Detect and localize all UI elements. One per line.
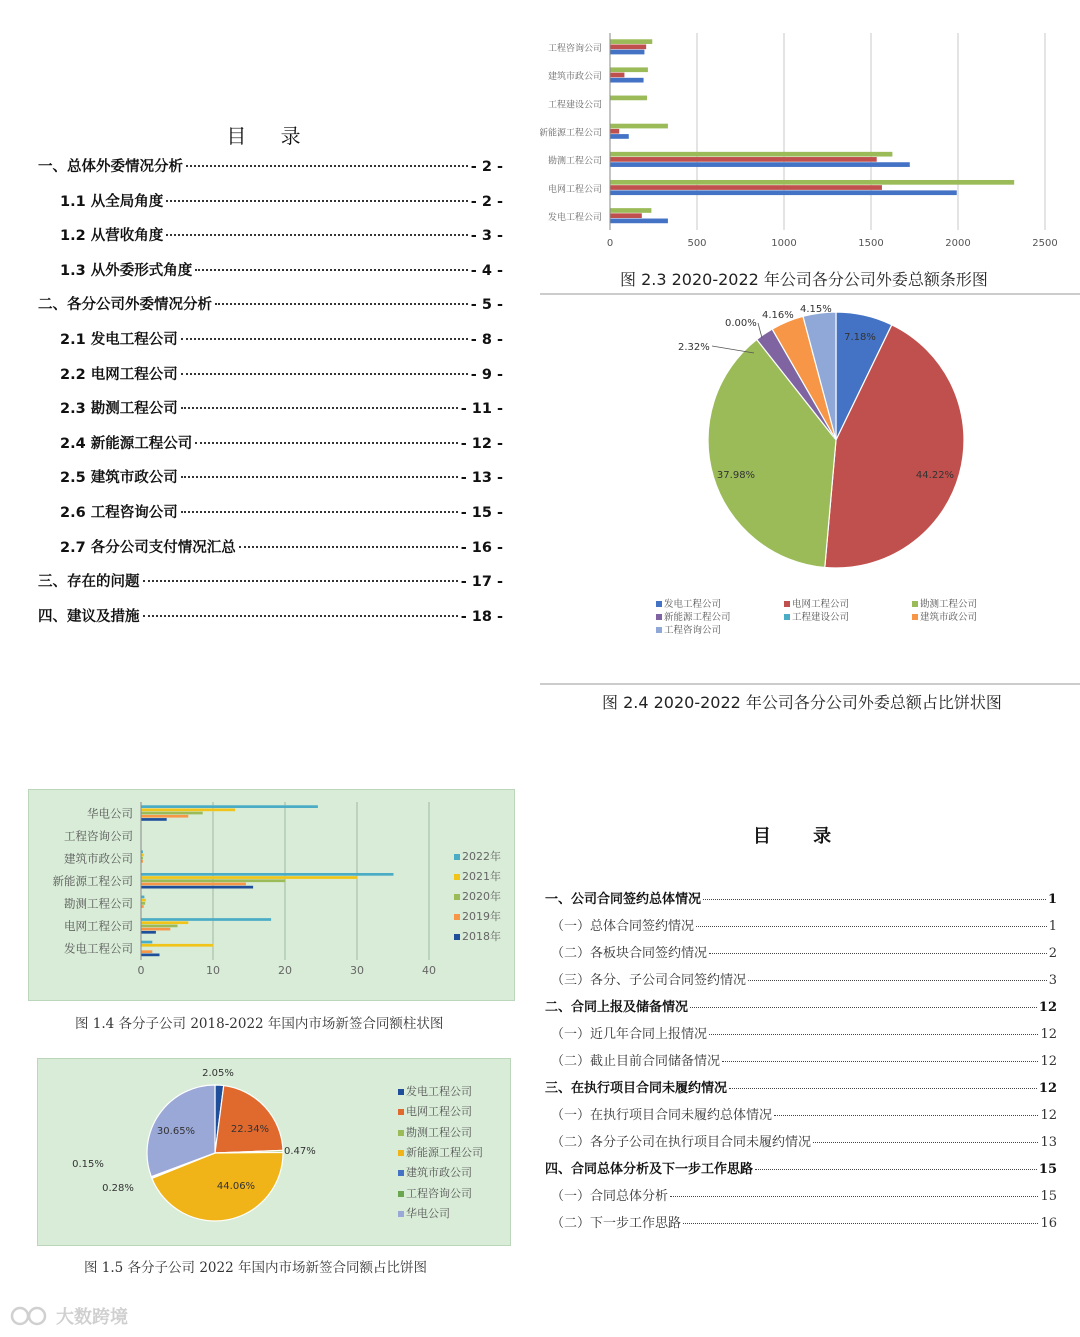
slice-value-label: 0.15% xyxy=(72,1159,104,1170)
toc-entry[interactable] xyxy=(545,969,1057,996)
category-label: 华电公司 xyxy=(87,806,133,821)
legend-swatch xyxy=(398,1170,404,1176)
slice-value-label: 44.22% xyxy=(915,470,955,481)
toc-entry-label: 2.6 工程咨询公司 xyxy=(60,504,178,521)
bar xyxy=(142,812,203,815)
toc-entry-page: - 2 - xyxy=(470,193,503,210)
x-tick-label: 1500 xyxy=(858,238,884,249)
legend-label: 新能源工程公司 xyxy=(406,1146,483,1159)
toc-entry[interactable] xyxy=(38,397,503,432)
toc-entry[interactable] xyxy=(38,155,503,190)
legend-label: 华电公司 xyxy=(406,1207,450,1220)
bar xyxy=(142,925,178,928)
legend-swatch xyxy=(454,914,460,920)
category-label: 新能源工程公司 xyxy=(52,874,133,888)
toc-entry-page: 12 xyxy=(1040,1027,1057,1042)
legend-label: 2019年 xyxy=(462,910,501,923)
legend-swatch xyxy=(454,894,460,900)
bar xyxy=(142,883,246,886)
bar xyxy=(611,124,668,129)
category-label: 勘测工程公司 xyxy=(547,156,602,167)
slice-value-label: 22.34% xyxy=(230,1124,270,1135)
toc-entry-page: 15 xyxy=(1038,1162,1057,1177)
bar xyxy=(142,860,143,863)
slice-value-label: 44.06% xyxy=(216,1181,256,1192)
x-tick-label: 10 xyxy=(206,964,220,977)
bar xyxy=(611,190,957,195)
toc-entry-label: 一、总体外委情况分析 xyxy=(38,159,183,175)
toc-entry-page: 16 xyxy=(1040,1216,1057,1231)
bar xyxy=(142,918,272,921)
slice-value-label: 0.47% xyxy=(284,1146,316,1157)
toc-entry[interactable] xyxy=(545,1212,1057,1239)
toc-entry-label: 2.4 新能源工程公司 xyxy=(60,435,193,452)
toc-leader-dots xyxy=(703,899,1046,900)
toc-entry[interactable] xyxy=(38,259,503,294)
toc-entry-page: - 5 - xyxy=(470,297,503,314)
toc-leader-dots xyxy=(195,269,468,271)
toc-entry[interactable] xyxy=(38,501,503,536)
toc-entry-label: （一）在执行项目合同未履约总体情况 xyxy=(551,1108,773,1123)
slice-value-label: 4.15% xyxy=(800,304,832,315)
legend-swatch xyxy=(398,1130,404,1136)
toc-leader-dots xyxy=(195,442,457,444)
toc-entry-page: 13 xyxy=(1040,1135,1057,1150)
category-label: 工程建设公司 xyxy=(547,100,602,111)
category-label: 新能源工程公司 xyxy=(540,128,602,139)
bar xyxy=(611,185,882,190)
x-tick-label: 500 xyxy=(687,238,707,249)
toc-leader-dots xyxy=(748,980,1047,981)
legend-label: 电网工程公司 xyxy=(792,599,850,610)
toc-entry-label: （一）总体合同签约情况 xyxy=(551,919,695,934)
toc-leader-dots xyxy=(729,1088,1037,1089)
toc-entry[interactable] xyxy=(545,1104,1057,1131)
watermark xyxy=(10,1303,128,1329)
bar xyxy=(611,39,653,44)
toc-entry[interactable] xyxy=(545,1158,1057,1185)
bar xyxy=(142,899,146,902)
toc-entry-page: - 4 - xyxy=(470,262,503,279)
bar xyxy=(611,44,647,49)
toc-leader-dots xyxy=(709,1034,1038,1035)
bar xyxy=(142,941,153,944)
toc-entry-label: （三）各分、子公司合同签约情况 xyxy=(551,973,747,988)
toc-entry[interactable] xyxy=(545,1023,1057,1050)
toc-entry-page: 3 xyxy=(1048,973,1057,988)
toc-entry-label: 二、合同上报及储备情况 xyxy=(545,1000,689,1015)
fig24-caption: 图 2.4 2020-2022 年公司各分公司外委总额占比饼状图 xyxy=(602,693,1002,712)
bar xyxy=(611,213,642,218)
legend-swatch xyxy=(398,1211,404,1217)
legend-label: 工程建设公司 xyxy=(792,612,850,623)
legend-swatch xyxy=(912,601,918,607)
x-tick-label: 1000 xyxy=(771,238,797,249)
bar xyxy=(611,78,644,83)
toc-entry[interactable] xyxy=(38,536,503,571)
category-label: 工程咨询公司 xyxy=(64,828,133,843)
fig14-caption: 图 1.4 各分子公司 2018-2022 年国内市场新签合同额柱状图 xyxy=(75,1016,444,1032)
bar xyxy=(142,931,156,934)
toc-bottom-right xyxy=(545,822,1057,1239)
toc-entry[interactable] xyxy=(38,432,503,467)
toc-entry-label: 2.7 各分公司支付情况汇总 xyxy=(60,539,236,556)
toc-leader-dots xyxy=(239,546,458,548)
x-tick-label: 2500 xyxy=(1032,238,1058,249)
bar xyxy=(142,808,236,811)
bar xyxy=(611,162,910,167)
toc-entry-page: 12 xyxy=(1038,1081,1057,1096)
toc-entry-page: - 8 - xyxy=(470,331,503,348)
x-tick-label: 30 xyxy=(350,964,364,977)
toc-entry-label: 2.3 勘测工程公司 xyxy=(60,401,178,418)
toc-leader-dots xyxy=(670,1196,1038,1197)
toc-entry-page: - 15 - xyxy=(460,504,503,521)
slice-value-label: 2.05% xyxy=(202,1068,234,1079)
x-tick-label: 0 xyxy=(606,238,614,249)
toc-entry-page: - 17 - xyxy=(460,574,503,591)
bar xyxy=(142,857,143,860)
toc-leader-dots xyxy=(143,615,458,617)
toc-entry-page: 2 xyxy=(1048,946,1057,961)
bar xyxy=(142,902,146,905)
legend-label: 发电工程公司 xyxy=(406,1085,472,1098)
toc-leader-dots xyxy=(755,1169,1037,1170)
toc-entry[interactable] xyxy=(38,466,503,501)
toc-entry-label: 四、建议及措施 xyxy=(38,608,140,625)
toc-entry-page: - 2 - xyxy=(470,159,503,175)
bar xyxy=(611,96,648,101)
toc-entry-page: - 11 - xyxy=(460,401,503,418)
toc-leader-dots xyxy=(690,1007,1037,1008)
bar xyxy=(611,157,877,162)
legend-label: 2020年 xyxy=(462,890,501,903)
toc-entry[interactable] xyxy=(38,293,503,328)
legend-label: 建筑市政公司 xyxy=(920,612,978,623)
toc-entry-label: 三、存在的问题 xyxy=(38,574,140,591)
toc-entry[interactable] xyxy=(38,190,503,225)
legend-label: 2018年 xyxy=(462,930,501,943)
toc-leader-dots xyxy=(181,476,458,478)
bar xyxy=(142,905,144,908)
toc-entry-label: （一）近几年合同上报情况 xyxy=(551,1027,708,1042)
toc-leader-dots xyxy=(181,338,468,340)
legend-label: 2022年 xyxy=(462,850,501,863)
toc-entry-label: 1.3 从外委形式角度 xyxy=(60,262,193,279)
toc-leader-dots xyxy=(181,407,458,409)
slice-value-label: 0.00% xyxy=(725,318,757,329)
watermark-text: 大数跨境 xyxy=(56,1307,128,1328)
toc-entry-page: - 9 - xyxy=(470,366,503,383)
toc-entry-label: （二）各分子公司在执行项目合同未履约情况 xyxy=(551,1135,812,1150)
toc-title: 目 录 xyxy=(226,124,315,148)
bar xyxy=(142,805,318,808)
watermark-logo-icon xyxy=(10,1305,50,1327)
bar xyxy=(611,152,893,157)
toc-entry-page: - 3 - xyxy=(470,228,503,245)
toc-entry-label: 1.2 从营收角度 xyxy=(60,228,164,245)
toc-leader-dots xyxy=(181,373,468,375)
slice-value-label: 2.32% xyxy=(678,342,710,353)
toc-leader-dots xyxy=(722,1061,1038,1062)
category-label: 勘测工程公司 xyxy=(64,896,133,911)
fig24-chart xyxy=(540,298,1080,678)
category-label: 电网工程公司 xyxy=(64,919,133,934)
toc-entry-label: 二、各分公司外委情况分析 xyxy=(38,297,212,314)
toc-entry[interactable] xyxy=(38,328,503,363)
legend-swatch xyxy=(656,614,662,620)
bar xyxy=(142,921,189,924)
slice-value-label: 7.18% xyxy=(844,332,876,343)
toc-entry-page: 1 xyxy=(1048,919,1057,934)
fig23-svg xyxy=(540,18,1080,258)
toc-leader-dots xyxy=(166,234,468,236)
bar xyxy=(611,219,668,224)
toc-leader-dots xyxy=(215,303,468,305)
toc-leader-dots xyxy=(696,926,1047,927)
bar xyxy=(142,854,144,857)
bar xyxy=(142,876,358,879)
toc-entry-label: （二）截止目前合同储备情况 xyxy=(551,1054,721,1069)
toc-title: 目 录 xyxy=(752,826,850,847)
legend-swatch xyxy=(454,874,460,880)
toc-entry[interactable] xyxy=(545,942,1057,969)
toc-leader-dots xyxy=(181,511,458,513)
toc-entry-label: （一）合同总体分析 xyxy=(551,1189,669,1204)
legend-label: 勘测工程公司 xyxy=(920,599,978,610)
fig14-svg xyxy=(29,790,516,1002)
toc-entry-page: 12 xyxy=(1038,1000,1057,1015)
toc-entry[interactable] xyxy=(38,224,503,259)
bar xyxy=(142,873,394,876)
toc-entry[interactable] xyxy=(545,915,1057,942)
toc-entry-label: 2.5 建筑市政公司 xyxy=(60,470,178,487)
bar xyxy=(611,73,625,78)
legend-swatch xyxy=(398,1150,404,1156)
category-label: 工程咨询公司 xyxy=(547,44,602,55)
toc-top-left xyxy=(38,120,503,639)
bar xyxy=(142,886,254,889)
fig15-svg xyxy=(38,1059,512,1247)
bar xyxy=(142,944,214,947)
bar xyxy=(142,954,160,957)
bar xyxy=(142,896,145,899)
legend-swatch xyxy=(398,1109,404,1115)
toc-entry[interactable] xyxy=(38,605,503,640)
bar xyxy=(611,134,629,139)
x-tick-label: 0 xyxy=(137,964,145,977)
legend-swatch xyxy=(398,1191,404,1197)
legend-label: 工程咨询公司 xyxy=(406,1187,472,1200)
legend-swatch xyxy=(454,854,460,860)
bar xyxy=(142,879,286,882)
toc-leader-dots xyxy=(774,1115,1038,1116)
toc-entry[interactable] xyxy=(545,1131,1057,1158)
divider xyxy=(540,683,1080,685)
category-label: 电网工程公司 xyxy=(547,184,602,195)
toc-entry[interactable] xyxy=(545,1050,1057,1077)
toc-leader-dots xyxy=(709,953,1047,954)
toc-entry-label: 一、公司合同签约总体情况 xyxy=(545,892,702,907)
fig24-svg xyxy=(540,298,1080,678)
category-label: 发电工程公司 xyxy=(64,941,133,956)
x-tick-label: 2000 xyxy=(945,238,971,249)
legend-swatch xyxy=(656,601,662,607)
fig14-chart xyxy=(28,789,515,1001)
toc-entry[interactable] xyxy=(38,570,503,605)
legend-swatch xyxy=(656,627,662,633)
fig15-caption: 图 1.5 各分子公司 2022 年国内市场新签合同额占比饼图 xyxy=(84,1260,427,1276)
legend-swatch xyxy=(454,934,460,940)
toc-entry-page: 15 xyxy=(1040,1189,1057,1204)
toc-entry[interactable] xyxy=(545,888,1057,915)
slice-value-label: 30.65% xyxy=(156,1126,196,1137)
category-label: 建筑市政公司 xyxy=(547,72,602,83)
fig23-caption: 图 2.3 2020-2022 年公司各分公司外委总额条形图 xyxy=(620,270,988,289)
toc-entry-page: - 13 - xyxy=(460,470,503,487)
legend-swatch xyxy=(912,614,918,620)
fig15-chart xyxy=(37,1058,511,1246)
toc-entry-page: - 18 - xyxy=(460,608,503,625)
toc-leader-dots xyxy=(166,200,468,202)
toc-entry-page: - 12 - xyxy=(460,435,503,452)
toc-entry-page: 12 xyxy=(1040,1108,1057,1123)
toc-entry-label: 三、在执行项目合同未履约情况 xyxy=(545,1081,728,1096)
bar xyxy=(611,208,652,213)
leader-line xyxy=(758,323,762,338)
divider xyxy=(540,293,1080,295)
category-label: 发电工程公司 xyxy=(547,212,602,223)
fig23-chart xyxy=(540,18,1080,258)
toc-entry[interactable] xyxy=(545,996,1057,1023)
legend-label: 建筑市政公司 xyxy=(406,1166,472,1179)
bar xyxy=(142,850,143,853)
toc-leader-dots xyxy=(143,580,458,582)
toc-leader-dots xyxy=(813,1142,1038,1143)
legend-label: 2021年 xyxy=(462,870,501,883)
legend-label: 勘测工程公司 xyxy=(406,1126,472,1139)
legend-swatch xyxy=(784,614,790,620)
legend-swatch xyxy=(784,601,790,607)
slice-value-label: 37.98% xyxy=(716,470,756,481)
toc-leader-dots xyxy=(683,1223,1038,1224)
toc-leader-dots xyxy=(186,165,468,167)
bar xyxy=(142,815,189,818)
legend-label: 工程咨询公司 xyxy=(664,625,722,636)
toc-entry-label: 四、合同总体分析及下一步工作思路 xyxy=(545,1162,754,1177)
bar xyxy=(142,928,171,931)
toc-entry-label: （二）各板块合同签约情况 xyxy=(551,946,708,961)
toc-entry[interactable] xyxy=(545,1077,1057,1104)
toc-entry-label: 2.2 电网工程公司 xyxy=(60,366,178,383)
legend-label: 新能源工程公司 xyxy=(664,612,731,623)
toc-entry[interactable] xyxy=(38,363,503,398)
legend-swatch xyxy=(398,1089,404,1095)
toc-entry-page: 12 xyxy=(1040,1054,1057,1069)
bar xyxy=(611,67,648,72)
toc-entry-page: 1 xyxy=(1047,892,1057,907)
x-tick-label: 40 xyxy=(422,964,436,977)
x-tick-label: 20 xyxy=(278,964,292,977)
bar xyxy=(611,50,645,55)
toc-entry-page: - 16 - xyxy=(460,539,503,556)
bar xyxy=(611,129,620,134)
category-label: 建筑市政公司 xyxy=(64,851,133,866)
bar xyxy=(611,180,1015,185)
toc-entry-label: 1.1 从全局角度 xyxy=(60,193,164,210)
bar xyxy=(142,950,153,953)
toc-entry-label: （二）下一步工作思路 xyxy=(551,1216,682,1231)
slice-value-label: 4.16% xyxy=(762,310,794,321)
legend-label: 电网工程公司 xyxy=(406,1105,472,1118)
pie-slice xyxy=(215,1086,283,1153)
bar xyxy=(142,818,167,821)
legend-label: 发电工程公司 xyxy=(664,599,722,610)
toc-entry-label: 2.1 发电工程公司 xyxy=(60,331,178,348)
slice-value-label: 0.28% xyxy=(102,1183,134,1194)
toc-entry[interactable] xyxy=(545,1185,1057,1212)
